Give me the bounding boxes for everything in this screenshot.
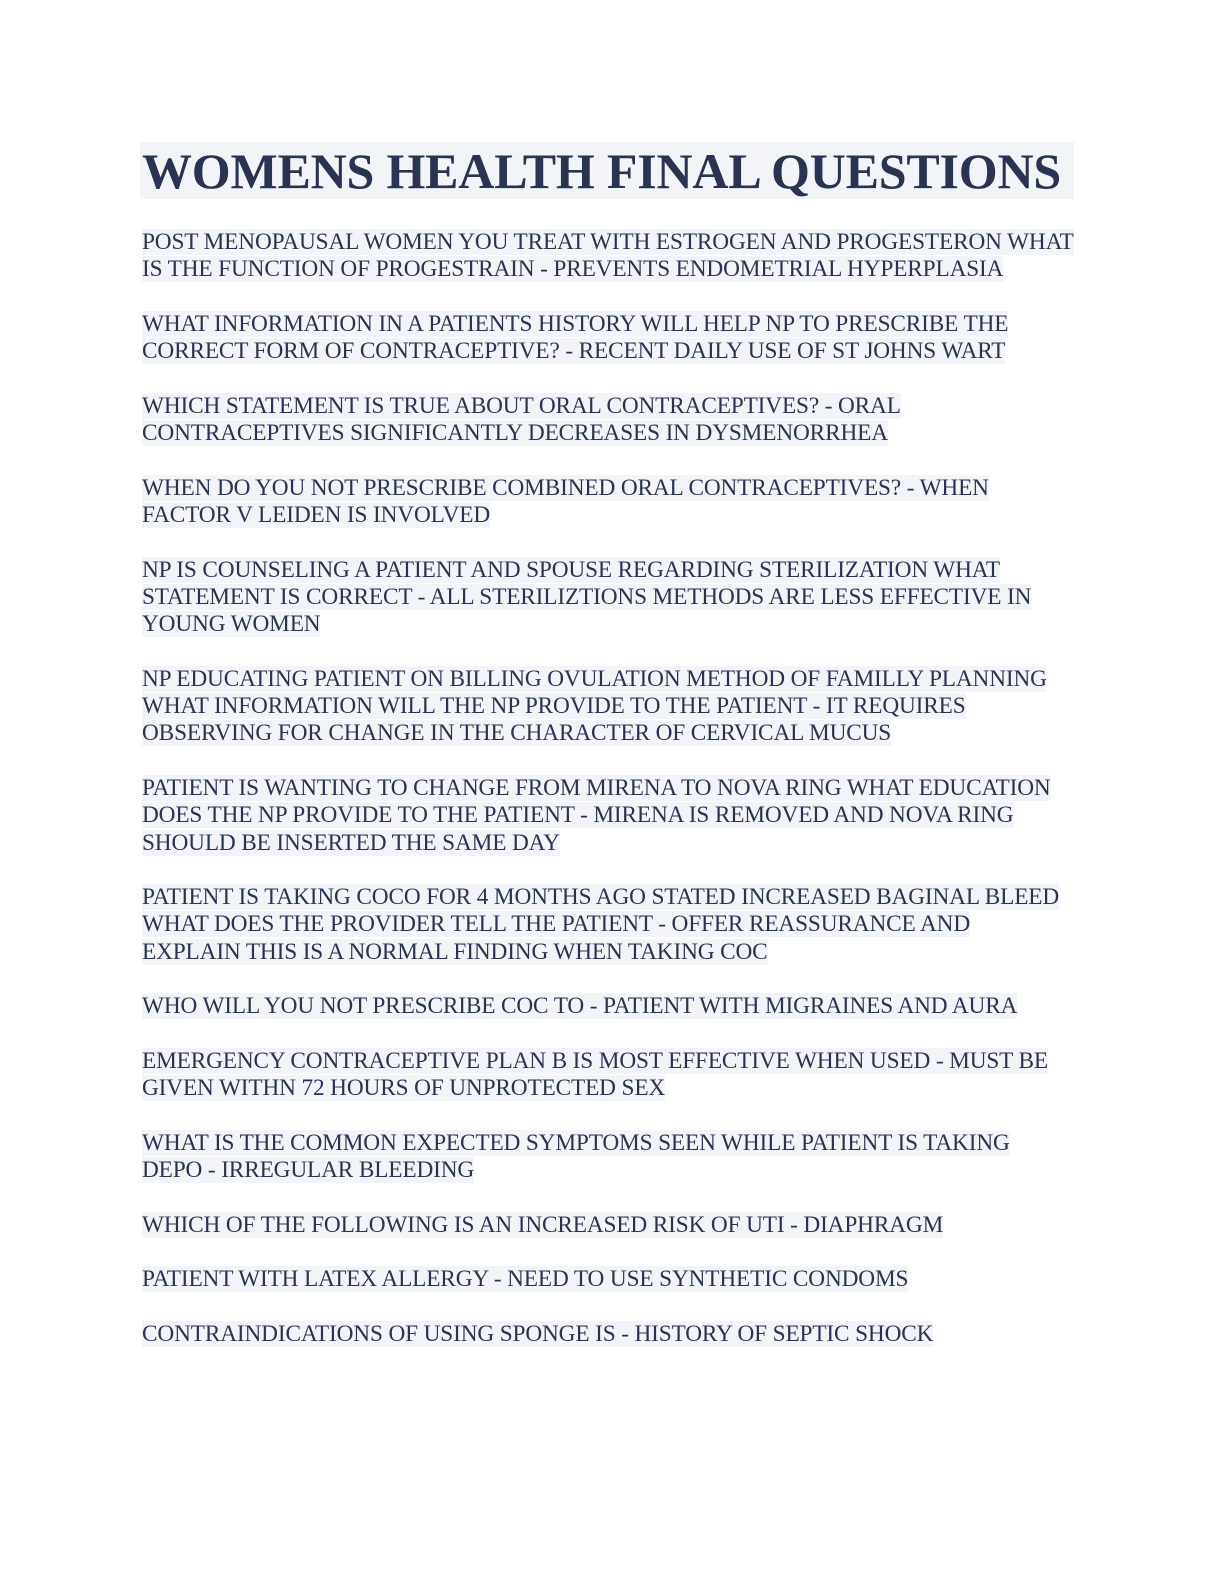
question-item	[142, 1130, 1074, 1185]
question-text: EMERGENCY CONTRACEPTIVE PLAN B IS MOST EFFECTIVE WHEN USED - MUST BE GIVEN WITHN 72 HOURS OF UNPROTECTED SEX	[142, 1047, 1048, 1102]
question-text: WHEN DO YOU NOT PRESCRIBE COMBINED ORAL CONTRACEPTIVES? - WHEN FACTOR V LEIDEN IS INVOLVED	[142, 474, 989, 528]
question-text: CONTRAINDICATIONS OF USING SPONGE IS - HISTORY OF SEPTIC SHOCK	[142, 1320, 934, 1347]
question-item	[142, 1266, 1074, 1293]
question-item	[142, 884, 1074, 966]
document-title: WOMENS HEALTH FINAL QUESTIONS	[140, 142, 1074, 199]
question-text: POST MENOPAUSAL WOMEN YOU TREAT WITH ESTROGEN AND PROGESTERON WHAT IS THE FUNCTION OF PROGESTRAIN - PREVENTS ENDOMETRIAL HYPERPLASIA	[142, 229, 1074, 283]
question-text: WHICH OF THE FOLLOWING IS AN INCREASED RISK OF UTI - DIAPHRAGM	[142, 1211, 944, 1238]
question-text: PATIENT IS WANTING TO CHANGE FROM MIRENA TO NOVA RING WHAT EDUCATION DOES THE NP PROVIDE TO THE PATIENT - MIRENA IS REMOVED AND NOVA RING SHOULD BE INSERTED THE SAME DAY	[142, 774, 1051, 856]
question-text: PATIENT WITH LATEX ALLERGY - NEED TO USE SYNTHETIC CONDOMS	[142, 1266, 909, 1293]
question-text: WHAT IS THE COMMON EXPECTED SYMPTOMS SEEN WHILE PATIENT IS TAKING DEPO - IRREGULAR BLEEDING	[142, 1129, 1010, 1184]
question-item	[142, 1048, 1074, 1103]
question-text: NP EDUCATING PATIENT ON BILLING OVULATION METHOD OF FAMILLY PLANNING WHAT INFORMATION WILL THE NP PROVIDE TO THE PATIENT - IT REQUIRES OBSERVING FOR CHANGE IN THE CHARACTER OF CERVICAL MUCUS	[142, 665, 1047, 747]
question-item	[142, 993, 1074, 1020]
question-text: WHICH STATEMENT IS TRUE ABOUT ORAL CONTRACEPTIVES? - ORAL CONTRACEPTIVES SIGNIFICANTLY DECREASES IN DYSMENORRHEA	[142, 392, 901, 447]
question-item	[142, 475, 1074, 530]
question-item	[142, 393, 1074, 448]
question-text: WHAT INFORMATION IN A PATIENTS HISTORY WILL HELP NP TO PRESCRIBE THE CORRECT FORM OF CONTRACEPTIVE? - RECENT DAILY USE OF ST JOHNS WART	[142, 310, 1009, 365]
question-item	[142, 557, 1074, 639]
question-item	[142, 229, 1074, 284]
question-list	[142, 229, 1074, 1348]
question-item	[142, 1321, 1074, 1348]
question-text: PATIENT IS TAKING COCO FOR 4 MONTHS AGO STATED INCREASED BAGINAL BLEED WHAT DOES THE PROVIDER TELL THE PATIENT - OFFER REASSURANCE AND EXPLAIN THIS IS A NORMAL FINDING WHEN TAKING COC	[142, 884, 1060, 965]
question-item	[142, 1212, 1074, 1239]
question-item	[142, 666, 1074, 748]
question-item	[142, 775, 1074, 857]
question-text: NP IS COUNSELING A PATIENT AND SPOUSE REGARDING STERILIZATION WHAT STATEMENT IS CORRECT - ALL STERILIZTIONS METHODS ARE LESS EFFECTIVE IN YOUNG WOMEN	[142, 556, 1032, 638]
question-item	[142, 311, 1074, 366]
question-text: WHO WILL YOU NOT PRESCRIBE COC TO - PATIENT WITH MIGRAINES AND AURA	[142, 993, 1018, 1020]
document-page	[142, 142, 1074, 1375]
